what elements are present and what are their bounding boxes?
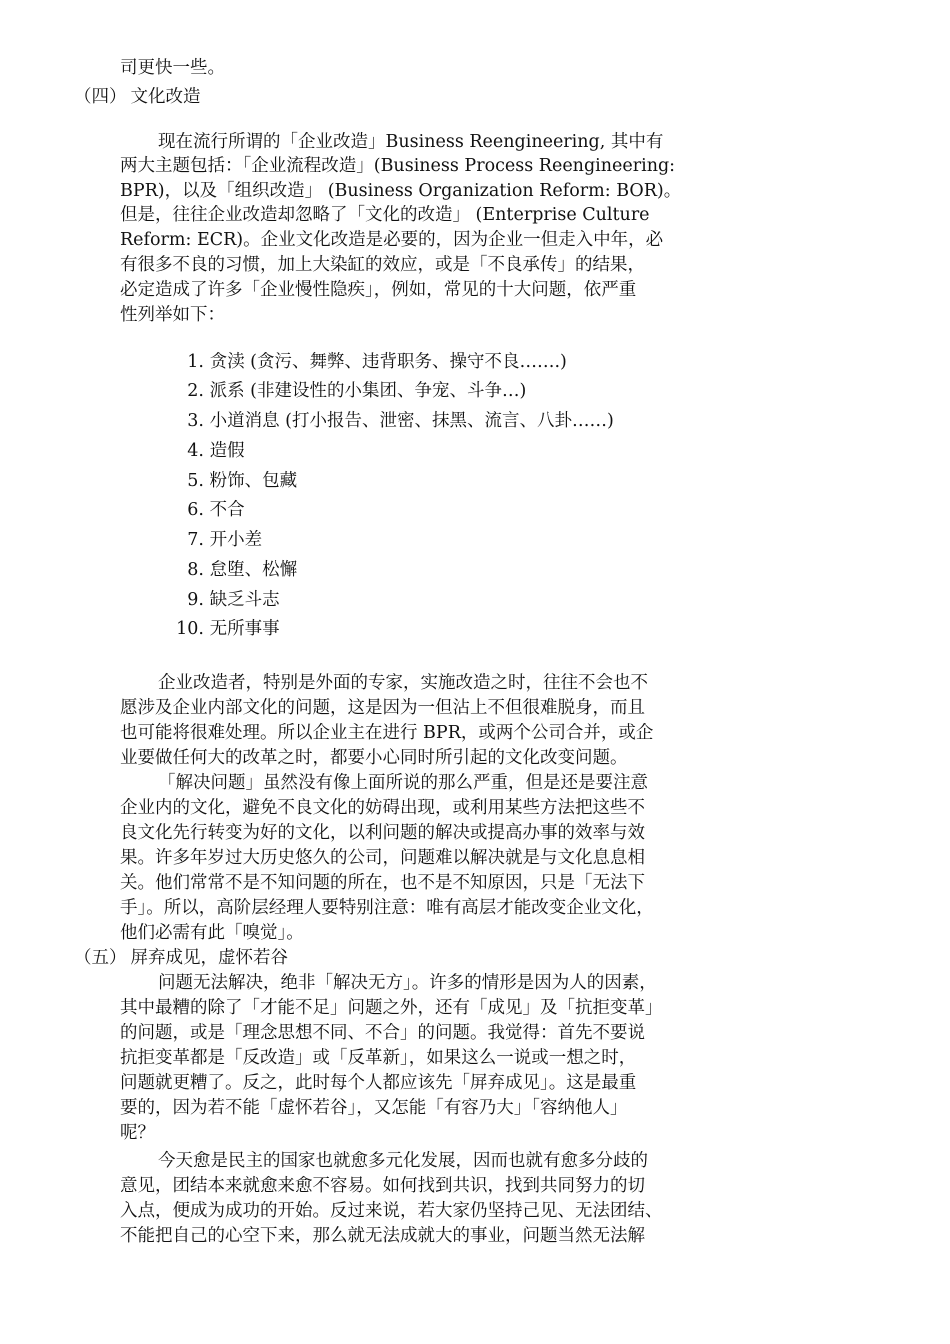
paragraph-line: 性列举如下： bbox=[120, 305, 225, 325]
intro-line: 司更快一些。 bbox=[120, 58, 225, 78]
paragraph-line: Reform: ECR)。企业文化改造是必要的，因为企业一但走入中年，必 bbox=[120, 230, 664, 250]
list-item-text: 派系 (非建设性的小集团、争宠、斗争…) bbox=[209, 381, 527, 401]
paragraph-line: 必定造成了许多「企业慢性隐疾」，例如，常见的十大问题，依严重 bbox=[120, 280, 637, 300]
paragraph-line: 但是，往往企业改造却忽略了「文化的改造」 (Enterprise Culture bbox=[120, 205, 650, 225]
paragraph-line: 果。许多年岁过大历史悠久的公司，问题难以解决就是与文化息息相 bbox=[120, 848, 645, 868]
paragraph-line: 他们必需有此「嗅觉」。 bbox=[120, 923, 304, 943]
list-item-text: 怠堕、松懈 bbox=[209, 560, 298, 580]
paragraph-line: 呢？ bbox=[120, 1123, 155, 1143]
section-five-heading bbox=[74, 946, 288, 970]
list-item-text: 缺乏斗志 bbox=[209, 590, 280, 610]
paragraph-line: 入点，便成为成功的开始。反过来说，若大家仍坚持己见、无法团结、 bbox=[120, 1201, 663, 1221]
list-item-number: 8. bbox=[187, 560, 204, 580]
paragraph-line: 其中最糟的除了「才能不足」问题之外，还有「成见」及「抗拒变革」 bbox=[120, 998, 663, 1018]
paragraph-line: 现在流行所谓的「企业改造」Business Reengineering, 其中有 bbox=[158, 132, 664, 152]
list-item-number: 3. bbox=[187, 411, 204, 431]
list-item-text: 粉饰、包藏 bbox=[209, 471, 298, 491]
paragraph-line: 意见，团结本来就愈来愈不容易。如何找到共识，找到共同努力的切 bbox=[120, 1176, 645, 1196]
section-four-title: 文化改造 bbox=[130, 87, 201, 107]
paragraph-line: 「解决问题」虽然没有像上面所说的那么严重，但是还是要注意 bbox=[158, 773, 648, 793]
paragraph-line: 的问题，或是「理念思想不同、不合」的问题。我觉得：首先不要说 bbox=[120, 1023, 645, 1043]
list-item bbox=[170, 439, 245, 463]
paragraph-line: 企业改造者，特别是外面的专家，实施改造之时，往往不会也不 bbox=[158, 673, 648, 693]
paragraph-line: 业要做任何大的改革之时，都要小心同时所引起的文化改变问题。 bbox=[120, 748, 628, 768]
list-item-text: 不合 bbox=[209, 500, 245, 520]
list-item bbox=[170, 350, 567, 374]
section-four-heading bbox=[74, 85, 201, 109]
paragraph-line: 两大主题包括：「企业流程改造」(Business Process Reengineering: bbox=[120, 156, 676, 176]
list-item-number: 10. bbox=[176, 619, 204, 639]
paragraph-line: 也可能将很难处理。所以企业主在进行 BPR，或两个公司合并，或企 bbox=[120, 723, 654, 743]
paragraph-line: 关。他们常常不是不知问题的所在，也不是不知原因，只是「无法下 bbox=[120, 873, 645, 893]
paragraph-line: 问题就更糟了。反之，此时每个人都应该先「屏弃成见」。这是最重 bbox=[120, 1073, 637, 1093]
list-item bbox=[170, 617, 280, 641]
paragraph-line: BPR)，以及「组织改造」 (Business Organization Reform: BOR)。 bbox=[120, 181, 682, 201]
list-item bbox=[170, 469, 297, 493]
paragraph-line: 要的，因为若不能「虚怀若谷」，又怎能「有容乃大」「容纳他人」 bbox=[120, 1098, 628, 1118]
paragraph-line: 今天愈是民主的国家也就愈多元化发展，因而也就有愈多分歧的 bbox=[158, 1151, 648, 1171]
list-item bbox=[170, 409, 614, 433]
list-item-text: 无所事事 bbox=[209, 619, 280, 639]
list-item-text: 开小差 bbox=[209, 530, 263, 550]
list-item-number: 4. bbox=[187, 441, 204, 461]
paragraph-line: 有很多不良的习惯，加上大染缸的效应，或是「不良承传」的结果， bbox=[120, 255, 645, 275]
list-item bbox=[170, 588, 280, 612]
list-item bbox=[170, 528, 262, 552]
list-item bbox=[170, 498, 245, 522]
paragraph-line: 不能把自己的心空下来，那么就无法成就大的事业，问题当然无法解 bbox=[120, 1226, 645, 1246]
paragraph-line: 手」。所以，高阶层经理人要特别注意：唯有高层才能改变企业文化， bbox=[120, 898, 654, 918]
list-item-number: 9. bbox=[187, 590, 204, 610]
list-item-number: 2. bbox=[187, 381, 204, 401]
list-item-text: 小道消息 (打小报告、泄密、抹黑、流言、八卦……) bbox=[209, 411, 614, 431]
paragraph-line: 愿涉及企业内部文化的问题，这是因为一但沾上不但很难脱身，而且 bbox=[120, 698, 645, 718]
list-item-number: 7. bbox=[187, 530, 204, 550]
list-item-number: 6. bbox=[187, 500, 204, 520]
paragraph-line: 问题无法解决，绝非「解决无方」。许多的情形是因为人的因素， bbox=[158, 973, 657, 993]
section-four-number: （四） bbox=[74, 87, 127, 107]
section-five-title: 屏弃成见，虚怀若谷 bbox=[130, 948, 288, 968]
list-item-number: 1. bbox=[187, 352, 204, 372]
paragraph-line: 良文化先行转变为好的文化，以利问题的解决或提高办事的效率与效 bbox=[120, 823, 645, 843]
paragraph-line: 抗拒变革都是「反改造」或「反革新」，如果这么一说或一想之时， bbox=[120, 1048, 637, 1068]
list-item-text: 贪渎 (贪污、舞弊、违背职务、操守不良…….) bbox=[209, 352, 567, 372]
list-item bbox=[170, 379, 526, 403]
list-item-text: 造假 bbox=[209, 441, 245, 461]
list-item-number: 5. bbox=[187, 471, 204, 491]
paragraph-line: 企业内的文化，避免不良文化的妨碍出现，或利用某些方法把这些不 bbox=[120, 798, 645, 818]
list-item bbox=[170, 558, 297, 582]
section-five-number: （五） bbox=[74, 948, 127, 968]
